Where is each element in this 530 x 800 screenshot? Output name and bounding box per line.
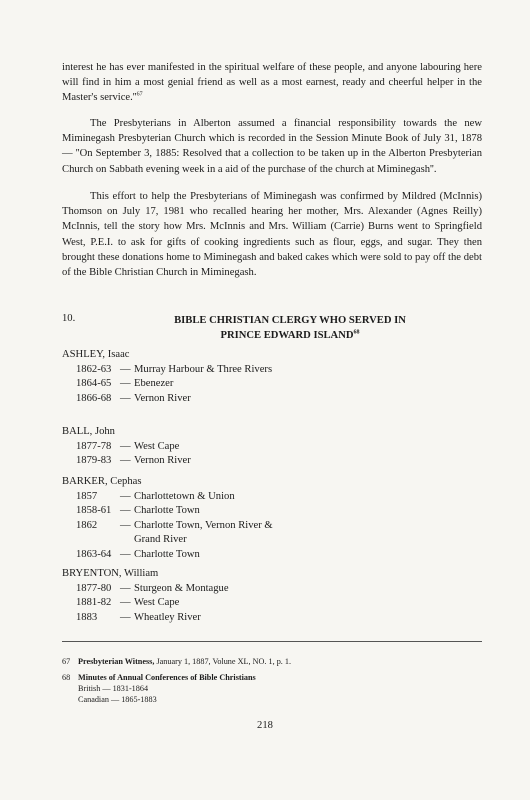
section-number: 10.	[62, 313, 76, 324]
service-row: 1866-68 — Vernon River	[76, 392, 191, 404]
service-row: 1862-63 — Murray Harbour & Three Rivers	[76, 363, 273, 375]
service-row: 1858-61 — Charlotte Town	[76, 505, 200, 516]
service-row: 1857 — Charlottetown & Union	[76, 490, 235, 502]
service-row: 1881-82 — West Cape	[76, 597, 180, 608]
service-row: 1864-65 — Ebenezer	[76, 378, 174, 389]
paragraph-3: This effort to help the Presbyterians of Miminegash was confirmed by Mildred (McInnis) Thomson on July 17, 1981 who recalled hearing her mother, Mrs. Alexander (Agnes Reilly) McInnis, tell the story how Mrs. McInnis and Mrs. William (Carrie) Burns went to Springfield West, P.E.I. to ask for gifts of cooking ingredients such as flour, eggs, and sugar. They then brought these donations home to Miminegash and baked cakes which were sold to pay off the debt of the Bible Christian Church in Miminegash.	[62, 191, 482, 279]
clergy-entry-ashley	[62, 348, 362, 406]
clergy-entry-barker	[62, 475, 362, 562]
footnote-67: 67 Presbyterian Witness, January 1, 1887, Volune XL, NO. 1, p. 1.	[62, 657, 292, 666]
footnote-divider	[62, 641, 482, 642]
paragraph-2: The Presbyterians in Alberton assumed a financial responsibility towards the new Miminegash Presbyterian Church which is recorded in the Session Minute Book of July 31, 1878 — ''On September 3, 1885: Resolved that a collection to be taken up in the Alberton Presbyterian Church on Sabbath evening week in a aid of the purchase of the church at Miminegash''.	[62, 118, 482, 175]
service-row: 1863-64 — Charlotte Town	[76, 548, 200, 560]
clergy-name: BRYENTON, William	[62, 568, 159, 579]
service-row: 1877-78 — West Cape	[76, 440, 180, 452]
service-row: 1883 — Wheatley River	[76, 611, 201, 623]
footnote-ref-68: 68	[353, 329, 360, 336]
section-heading: BIBLE CHRISTIAN CLERGY WHO SERVED IN PRINCE EDWARD ISLAND$^{68}$	[174, 315, 406, 341]
service-row: 1879-83 — Vernon River	[76, 455, 191, 466]
footnote-ref-67: 67	[136, 91, 143, 98]
page-number: 218	[257, 720, 273, 731]
service-row: 1877-80 — Sturgeon & Montague	[76, 582, 229, 594]
clergy-entry-ball	[62, 425, 362, 469]
clergy-name: BARKER, Cephas	[62, 476, 142, 487]
clergy-entry-bryenton	[62, 567, 362, 625]
clergy-name: ASHLEY, Isaac	[62, 349, 130, 360]
service-row: 1862 — Charlotte Town, Vernon River & Grand River	[76, 519, 273, 545]
paragraph-1: interest he has ever manifested in the spiritual welfare of these people, and anyone labouring here will find in him a most genial friend as well as a most earnest, ready and cheerful helper in the Master's $service.''^{67}$	[62, 62, 482, 104]
footnote-68: 68 Minutes of Annual Conferences of Bible Christians British — 1831-1864 Canadian — 1865-1883	[62, 673, 256, 704]
clergy-name: BALL, John	[62, 426, 115, 437]
